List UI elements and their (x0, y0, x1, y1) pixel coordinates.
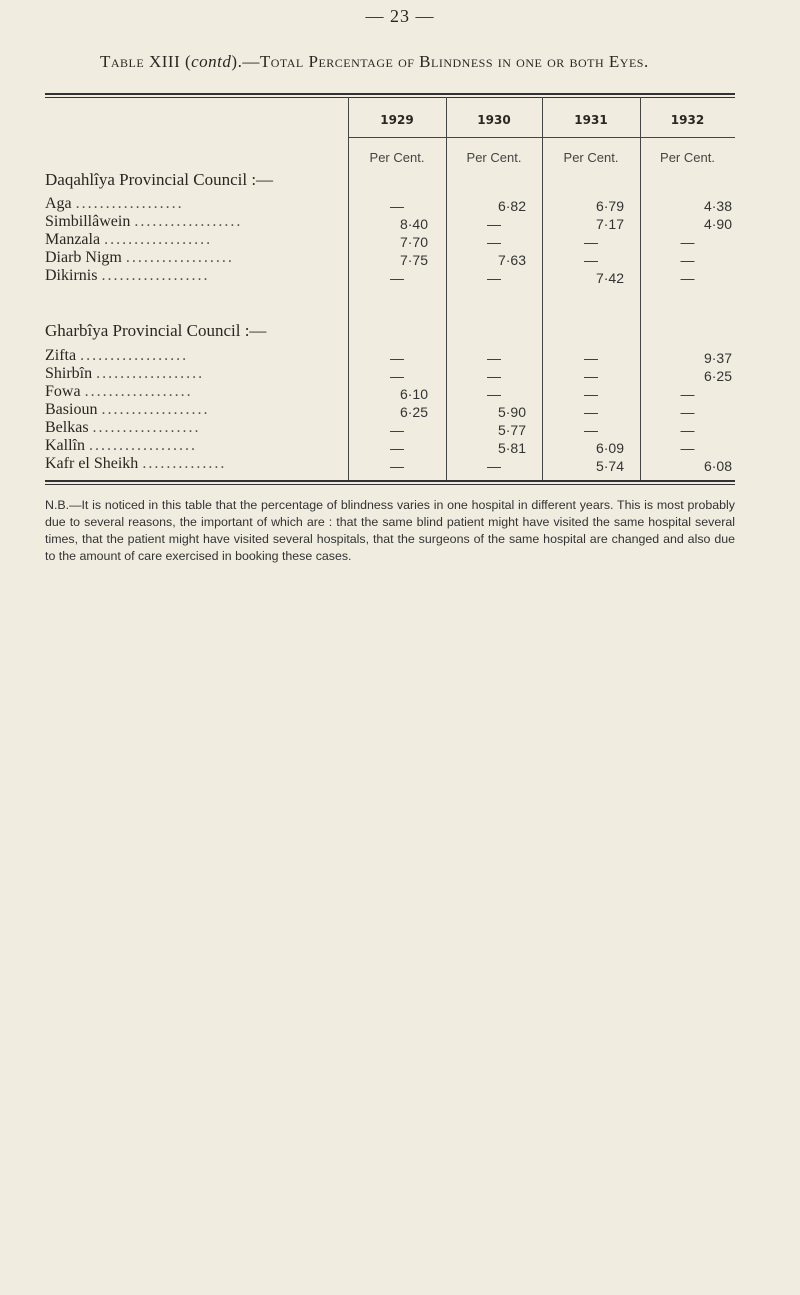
row-label-simbillawein: Simbillâwein .................. (45, 213, 243, 230)
table-cell: — (390, 422, 404, 438)
year-underline (348, 137, 446, 138)
table-cell: — (390, 350, 404, 366)
table-top-rule (45, 93, 735, 95)
table-cell: 5·77 (497, 422, 526, 438)
table-cell: 7·63 (497, 252, 526, 268)
section-title-gharbiya: Gharbîya Provincial Council :— (45, 321, 267, 340)
column-year-1932: 1932 (670, 113, 705, 127)
table-cell: — (584, 368, 598, 384)
table-bottom-rule-inner (45, 484, 735, 485)
column-unit: Per Cent. (563, 150, 619, 165)
table-cell: 6·25 (399, 404, 428, 420)
table-cell: — (390, 440, 404, 456)
table-cell: — (487, 234, 501, 250)
row-label-zifta: Zifta .................. (45, 347, 189, 364)
row-label-belkas: Belkas .................. (45, 419, 201, 436)
table-cell: 7·17 (595, 216, 624, 232)
table-cell: 6·25 (703, 368, 732, 384)
table-cell: 6·09 (595, 440, 624, 456)
year-underline (542, 137, 640, 138)
table-cell: — (680, 234, 695, 250)
row-label-dikirnis: Dikirnis .................. (45, 267, 210, 284)
row-label-kallin: Kallîn .................. (45, 437, 197, 454)
table-cell: — (487, 270, 501, 286)
table-cell: 5·74 (595, 458, 624, 474)
year-underline (640, 137, 735, 138)
title-suffix: ).—Total Percentage of Blindness in one or both Eyes. (231, 52, 649, 71)
table-cell: — (584, 252, 598, 268)
row-label-manzala: Manzala .................. (45, 231, 213, 248)
table-cell: — (487, 386, 501, 402)
row-label-aga: Aga .................. (45, 195, 184, 212)
table-cell: — (680, 404, 695, 420)
table-bottom-rule (45, 480, 735, 482)
table-cell: 7·42 (595, 270, 624, 286)
table-cell: 6·08 (703, 458, 732, 474)
table-cell: — (584, 350, 598, 366)
table-cell: — (584, 422, 598, 438)
table-cell: — (680, 422, 695, 438)
table-top-rule-inner (45, 97, 735, 98)
table-cell: — (584, 386, 598, 402)
table-cell: — (487, 350, 501, 366)
table-cell: — (584, 234, 598, 250)
table-cell: 4·90 (703, 216, 732, 232)
table-cell: 9·37 (703, 350, 732, 366)
row-label-kafr-el-sheikh: Kafr el Sheikh .............. (45, 455, 227, 472)
table-cell: 5·81 (497, 440, 526, 456)
section-title-daqahliya: Daqahlîya Provincial Council :— (45, 170, 274, 189)
table-cell: — (390, 368, 404, 384)
row-label-fowa: Fowa .................. (45, 383, 193, 400)
table-cell: 4·38 (703, 198, 732, 214)
page-number: — 23 — (365, 6, 435, 26)
title-prefix: Table XIII ( (100, 52, 192, 71)
footnote: N.B.—It is noticed in this table that the percentage of blindness varies in one hospital in different years. This is most probably due to several reasons, the important of which are : that the same blind patient might have visited the same hospital several times, that the patient might have visited several hospitals, that the surgeons of the same hospital are changed and also due to the amount of care exercised in booking these cases. (45, 498, 735, 563)
table-cell: — (584, 404, 598, 420)
table-cell: — (390, 270, 404, 286)
table-cell: — (390, 198, 404, 214)
row-label-basioun: Basioun .................. (45, 401, 210, 418)
column-year-1930: 1930 (477, 113, 511, 127)
column-year-1929: 1929 (380, 113, 414, 127)
table-cell: — (487, 458, 501, 474)
table-cell: 6·79 (595, 198, 624, 214)
table-cell: — (680, 270, 695, 286)
row-label-shirbin: Shirbîn .................. (45, 365, 205, 382)
year-underline (446, 137, 542, 138)
table-cell: — (680, 386, 695, 402)
table-cell: 6·10 (399, 386, 428, 402)
column-unit: Per Cent. (369, 150, 425, 165)
title-contd: contd (191, 52, 232, 71)
column-year-1931: 1931 (574, 113, 608, 127)
table-cell: — (487, 216, 501, 232)
table-cell: 7·70 (399, 234, 428, 250)
table-title (100, 52, 740, 72)
column-unit: Per Cent. (660, 150, 715, 165)
table-cell: — (680, 440, 695, 456)
row-label-diarb-nigm: Diarb Nigm .................. (45, 249, 234, 266)
table-cell: — (390, 458, 404, 474)
table-cell: 8·40 (399, 216, 428, 232)
table-cell: — (487, 368, 501, 384)
table-cell: 7·75 (399, 252, 428, 268)
table-cell: 5·90 (497, 404, 526, 420)
table-cell: 6·82 (497, 198, 526, 214)
column-unit: Per Cent. (466, 150, 522, 165)
table-cell: — (680, 252, 695, 268)
